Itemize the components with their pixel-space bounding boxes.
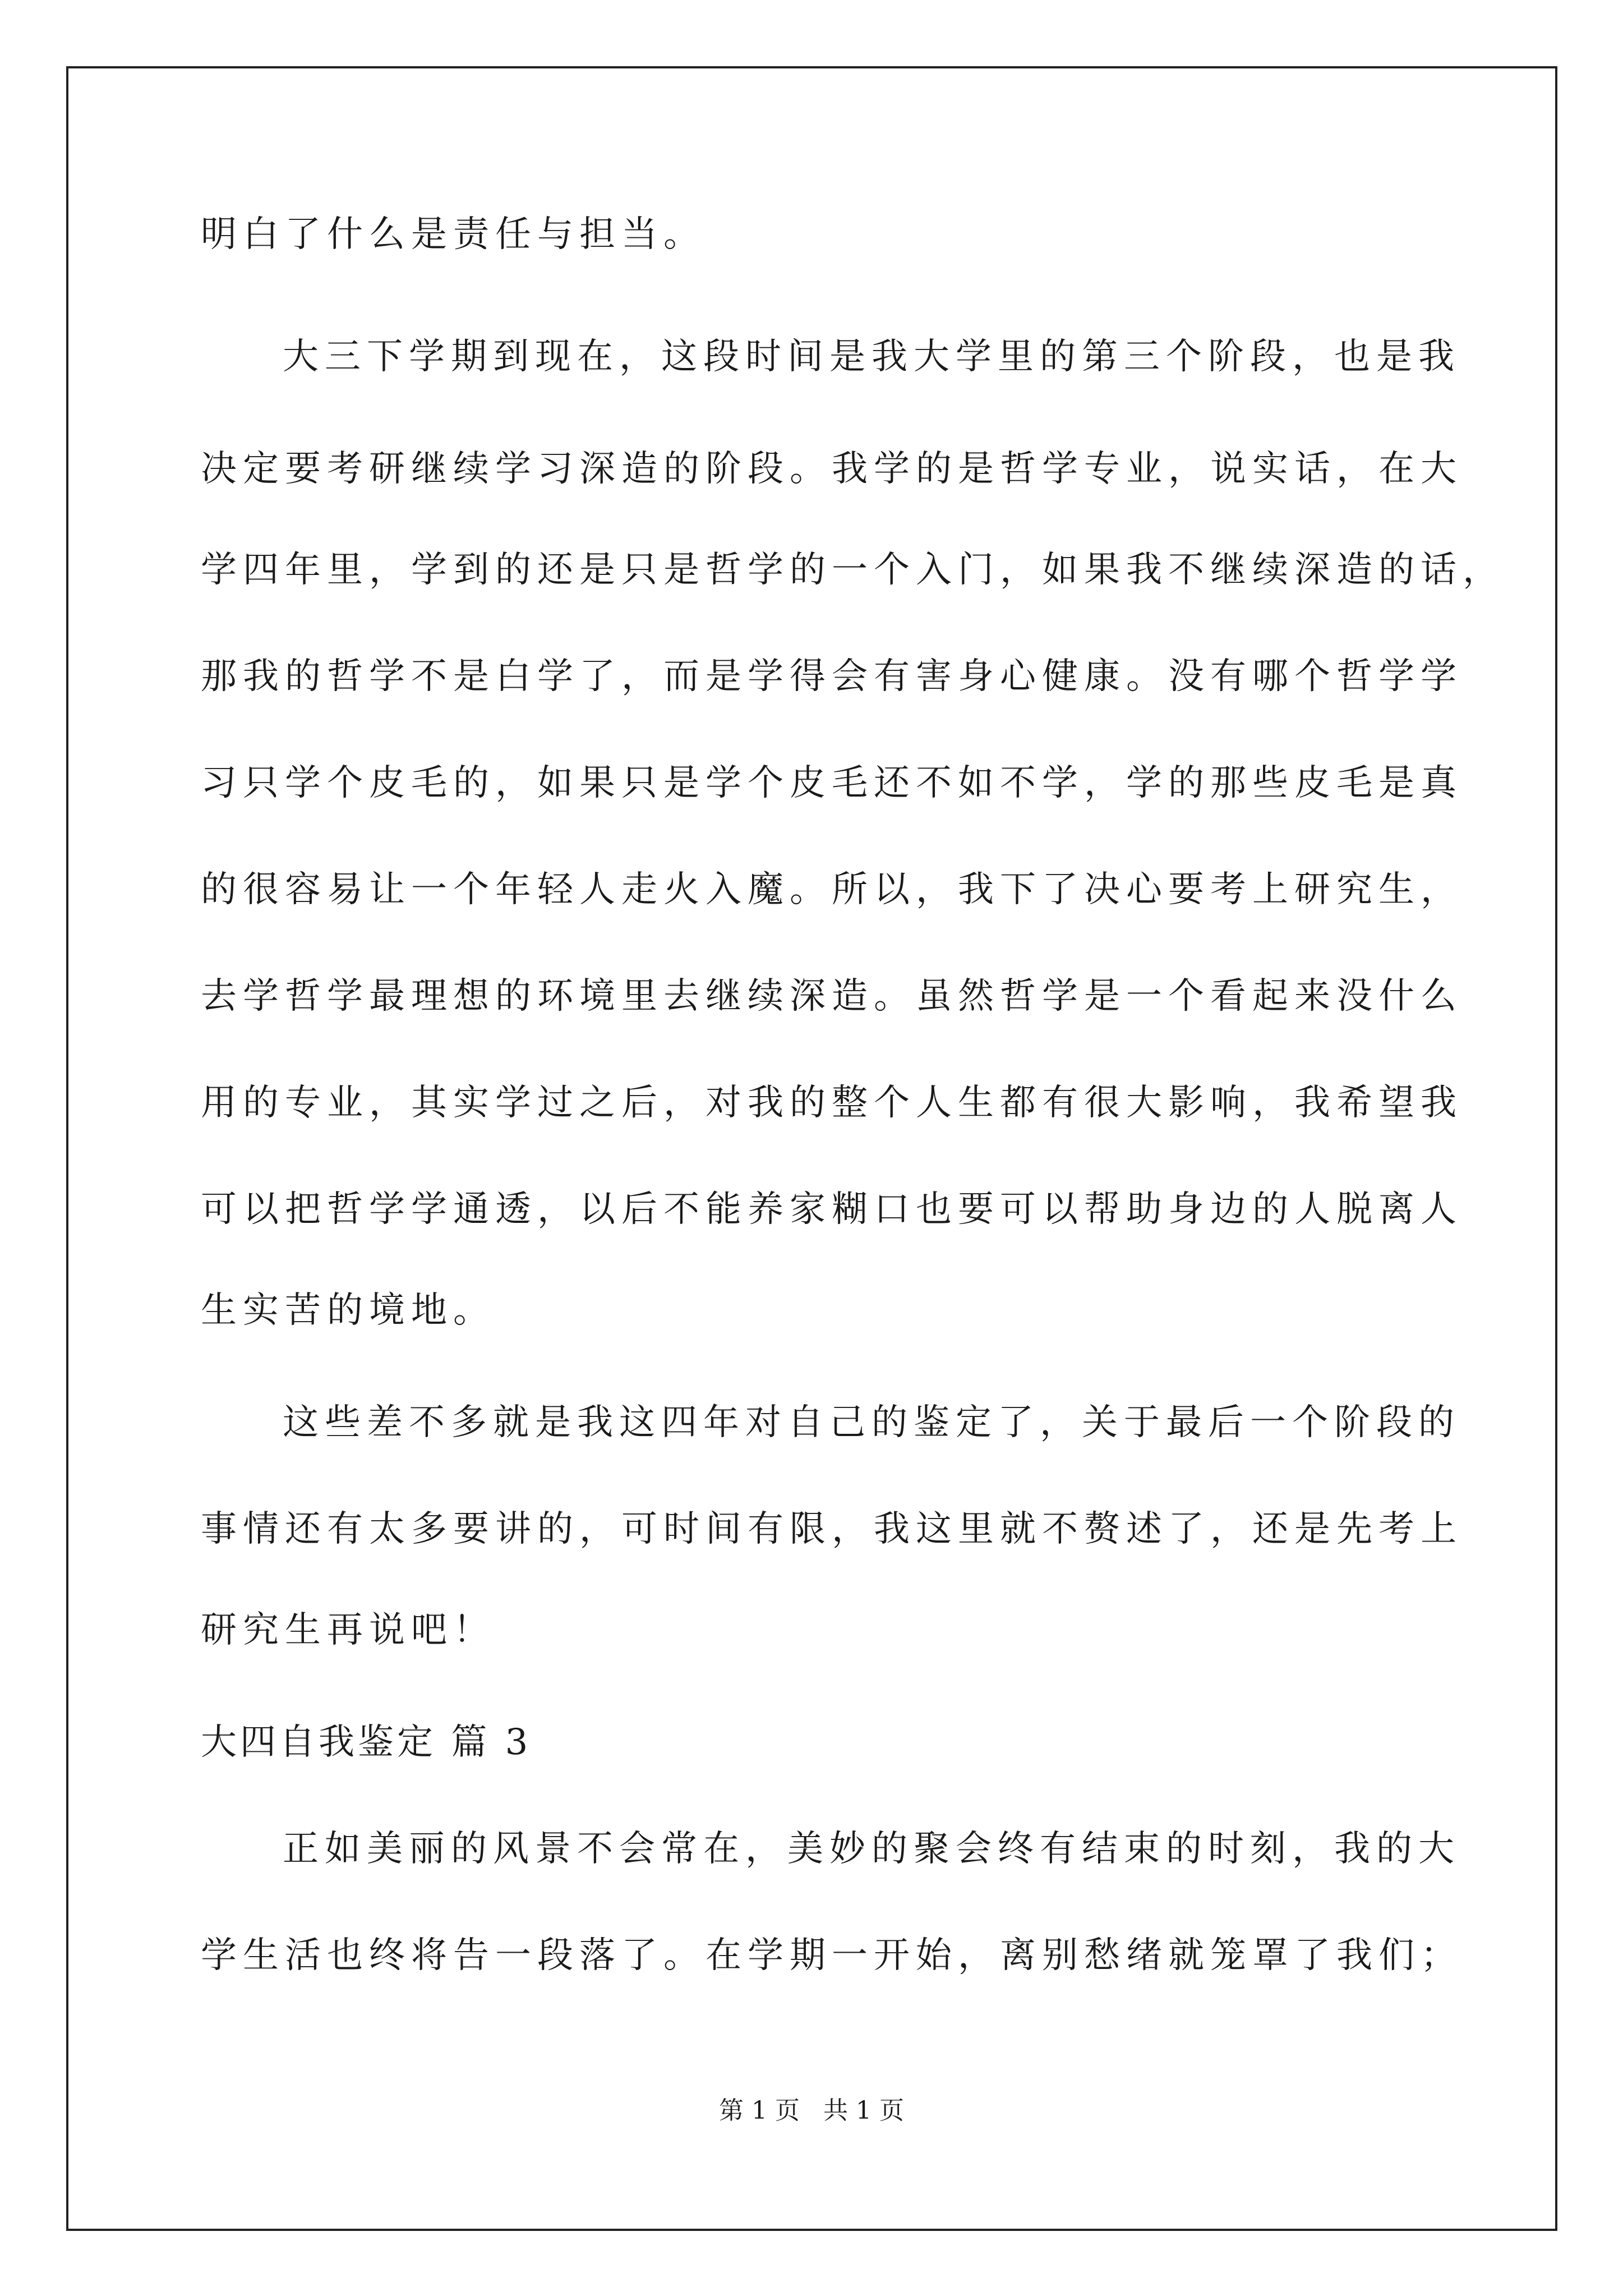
text-line: 学生活也终将告一段落了。在学期一开始，离别愁绪就笼罩了我们； xyxy=(201,1935,1463,1976)
text-line: 习只学个皮毛的，如果只是学个皮毛还不如不学，学的那些皮毛是真 xyxy=(201,762,1463,804)
text-line: 可以把哲学学通透，以后不能养家糊口也要可以帮助身边的人脱离人 xyxy=(201,1189,1463,1230)
text-line: 的很容易让一个年轻人走火入魔。所以，我下了决心要考上研究生， xyxy=(201,869,1463,910)
paragraph-start-line: 这些差不多就是我这四年对自己的鉴定了，关于最后一个阶段的 xyxy=(283,1402,1460,1443)
text-line: 决定要考研继续学习深造的阶段。我学的是哲学专业，说实话，在大 xyxy=(201,448,1463,490)
section-heading: 大四自我鉴定 篇 3 xyxy=(201,1722,532,1763)
text-line: 事情还有太多要讲的，可时间有限，我这里就不赘述了，还是先考上 xyxy=(201,1508,1463,1550)
text-line: 学四年里，学到的还是只是哲学的一个入门，如果我不继续深造的话， xyxy=(201,549,1505,591)
text-line: 用的专业，其实学过之后，对我的整个人生都有很大影响，我希望我 xyxy=(201,1082,1463,1124)
text-line: 那我的哲学不是白学了，而是学得会有害身心健康。没有哪个哲学学 xyxy=(201,656,1463,697)
text-line: 研究生再说吧！ xyxy=(201,1609,495,1651)
text-line: 生实苦的境地。 xyxy=(201,1290,495,1331)
text-line: 去学哲学最理想的环境里去继续深造。虽然哲学是一个看起来没什么 xyxy=(201,976,1463,1017)
text-line: 明白了什么是责任与担当。 xyxy=(201,214,706,255)
page-border xyxy=(66,66,1557,2231)
paragraph-start-line: 大三下学期到现在，这段时间是我大学里的第三个阶段，也是我 xyxy=(283,336,1460,378)
page-number-footer: 第 1 页 共 1 页 xyxy=(719,2096,904,2125)
paragraph-start-line: 正如美丽的风景不会常在，美妙的聚会终有结束的时刻，我的大 xyxy=(283,1828,1460,1870)
